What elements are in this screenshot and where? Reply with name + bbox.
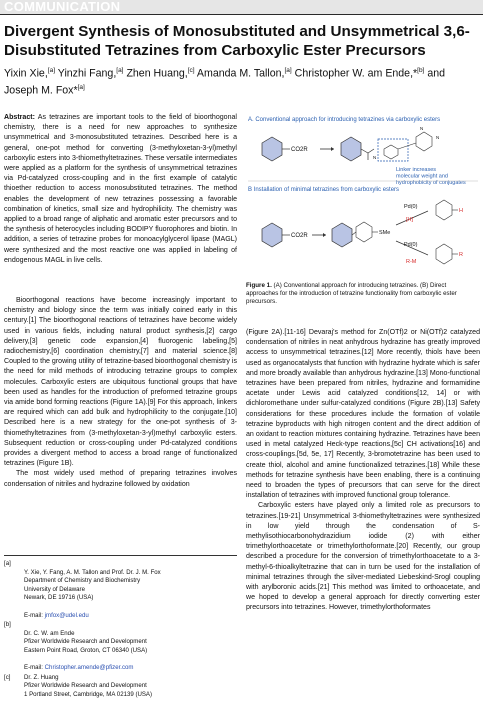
pd0-top: Pd(0) (404, 204, 418, 210)
co2r-label-b: CO2R (291, 233, 308, 239)
body-left-column (4, 296, 237, 490)
section-label: COMMUNICATION (4, 0, 121, 14)
affiliation-b: [b] Dr. C. W. am Ende Pfizer Worldwide Research and Development Eastern Point Road, Groton, CT 06340 (USA) E-mail: Christopher.amende@pfizer.com (4, 621, 148, 672)
figure-1-scheme (246, 113, 480, 281)
substrate-ring (262, 137, 282, 161)
svg-text:N: N (436, 135, 440, 140)
r-tetrazine (436, 244, 452, 264)
section-header (0, 0, 483, 15)
panel-b-title: B Installation of minimal tetrazines from carboxylic esters (248, 187, 400, 193)
author-list: Yixin Xie,[a] Yinzhi Fang,[a] Zhen Huang,[c] Amanda M. Tallon,[a] Christopher W. am Ende,*[b] and Joseph M. Fox*[a] (4, 67, 445, 97)
thiomethyltetrazine (356, 222, 372, 242)
footnote-divider (4, 555, 237, 556)
intermediate-ring (332, 223, 352, 247)
panel-a-title: A. Conventional approach for introducing tetrazines via carboxylic esters (248, 117, 441, 123)
affiliation-c: [c] Dr. Z. Huang Pfizer Worldwide Research and Development 1 Portland Street, Cambridge, MA 02139 (USA) (4, 673, 153, 698)
conjugate-ring (341, 137, 361, 161)
svg-text:N: N (420, 126, 424, 131)
pd0-bot: Pd(0) (404, 242, 418, 248)
ester-ring (262, 223, 282, 247)
affiliation-a: [a] Y. Xie, Y. Fang, A. M. Tallon and Prof. Dr. J. M. Fox Department of Chemistry and Biochemistry University of Delaware Newark, DE 19716 (USA) E-mail: jmfox@udel.edu (4, 560, 161, 619)
figure-caption (246, 282, 479, 307)
co2r-label: CO2R (291, 147, 308, 153)
h-tetrazine (436, 200, 452, 220)
rm-label: R-M (406, 259, 417, 265)
email-link[interactable]: Christopher.amende@pfizer.com (44, 664, 134, 672)
hydride-label: [H] (406, 217, 414, 223)
body-paragraph: Carboxylic esters have played only a limited role as precursors to tetrazines.[19-21] Unsymmetrical 3-thiomethyltetrazines were synthesized in low yield through the condensation of S-methylisothiocarbonohydrazidium iodide (2) with either trimethylorthoacetate or trimethylorthoformate.[20] Recently, our group described a procedure for the conversion of trimethylorthoacetate to a 3-methyl-6-thioalkyltetrazine that can in turn be used for the installation of minimal tetrazines through the silver-mediated Liebeskind-Srogl coupling with arylboronic acids.[21] This method was limited to orthoacetate, and we hoped to develop a general approach for directly converting ester precursors into tetrazines. However, trimethylorthoformates (246, 502, 480, 612)
body-paragraph: The most widely used method of preparing tetrazines involves condensation of nitriles and hydrazine followed by oxidation (4, 470, 237, 488)
body-paragraph: Bioorthogonal reactions have become increasingly important to chemistry and biology since the term was initially coined early in this century.[1] The bioorthogonal reactions of tetrazines have become widely used in various fields, including natural product synthesis,[2] cargo delivery,[3] genetic code expansion,[4] fluorogenic labeling,[5] radiochemistry,[6] coordination chemistry,[7] and material science.[8] Coupled to the growing utility of tetrazine-based bioorthogonal chemistry is the need for mild methods of introducing tetrazine groups to complex molecules. Carboxylic esters are ubiquitous functional groups that have been used as handles for the introduction of preformed tetrazine groups via amide bond forming reactions (Figure 1A).[9] For this approach, linkers are required which can add bulk and hydrophilicity to the conjugate.[10] Described here is a new strategy for the one-pot synthesis of 3-thiomethyltetrazines from (3-methyloxetan-3-yl)methyl carboxylic esters. Subsequent reduction or cross-coupling under Pd-catalyzed conditions provides a divergent method to access a broad range of functionalized tetrazines (Figure 1B). (4, 297, 237, 468)
abstract-label: Abstract: (4, 114, 35, 121)
figure-1 (246, 113, 480, 281)
r-substituent: R (459, 252, 463, 258)
affiliations (4, 560, 237, 701)
h-substituent: H (459, 208, 463, 214)
body-right-column (246, 328, 480, 614)
n-label: N (373, 155, 377, 160)
abstract (4, 113, 237, 266)
paper-title: Divergent Synthesis of Monosubstituted and Unsymmetrical 3,6-Disubstituted Tetrazines from Carboxylic Ester Precursors (4, 23, 470, 59)
body-paragraph: (Figure 2A).[11-16] Devaraj's method for Zn(OTf)2 or Ni(OTf)2 catalyzed condensation of nitriles in neat anhydrous hydrazine has greatly improved access to unsymmetrical tetrazines.[12] More recently, thiols have been used as organocatalysts that function with hydrazine hydrate which is safer and more broadly available than anhydrous hydrazine.[13] Mono-functional tetrazines have been prepared from nitriles, hydrazine and formamidine acetate under Lewis acid catalyzed conditions[12, 14] or with dichloromethane under sulfur-catalyzed conditions (Figure 2B).[13] Safety considerations for these procedures include the formation of volatile tetrazine byproducts with high nitrogen content and the direct addition of an oxidant to reaction mixtures containing hydrazine. Tetrazines have been used in metal catalyzed Heck-type reactions,[5c] CH activations[16] and cross-couplings.[5d, 5e, 17] Recently, 3-bromotetrazine has been used to create thiol, alcohol and amine functionalized tetrazines.[18] While these methods for tetrazine synthesis have been enabling, there is a continuing need to broaden the types of precursors that can serve for the direct installation of tetrazines with improved functional group tolerance. (246, 329, 480, 500)
abstract-text: As tetrazines are important tools to the field of bioorthogonal chemistry, there is a need for new approaches to synthesize unsymmetrical and 3-monosubstituted tetrazines. Described here is a general, one-pot method for converting (3-methyloxetan-3-yl)methyl carboxylic esters into 3-thiomethyltetrazines. These versatile intermediates were applied as a platform for the synthesis of unsymmetrical tetrazines via Pd-catalyzed cross-coupling and in the first example of catalytic thioether reduction to access monosubstituted tetrazines. The method enables the development of new tetrazines possessing a favorable combination of kinetics, small size and hydrophilicity. The chemistry was applied to a broad range of aliphatic and aromatic ester precursors and to the synthesis of heterocycles including BODIPY fluorophores and biotin. In addition, a series of tetrazine probes for monoacylglycerol lipase (MAGL) were synthesized and the most reactive one was applied in labeling of endogenous MAGL in live cells. (4, 114, 237, 264)
caption-label: Figure 1. (246, 282, 272, 289)
caption-text: (A) Conventional approach for introducing tetrazines. (B) Direct approaches for the introduction of tetrazine functionality from carboxylic ester precursors. (246, 282, 457, 306)
email-link[interactable]: jmfox@udel.edu (44, 611, 89, 619)
tetrazine-ring (416, 132, 432, 151)
linker-note: Linker increases molecular weight and hydrophobicity of conjugates (396, 167, 466, 186)
sme-label: SMe (379, 230, 391, 236)
